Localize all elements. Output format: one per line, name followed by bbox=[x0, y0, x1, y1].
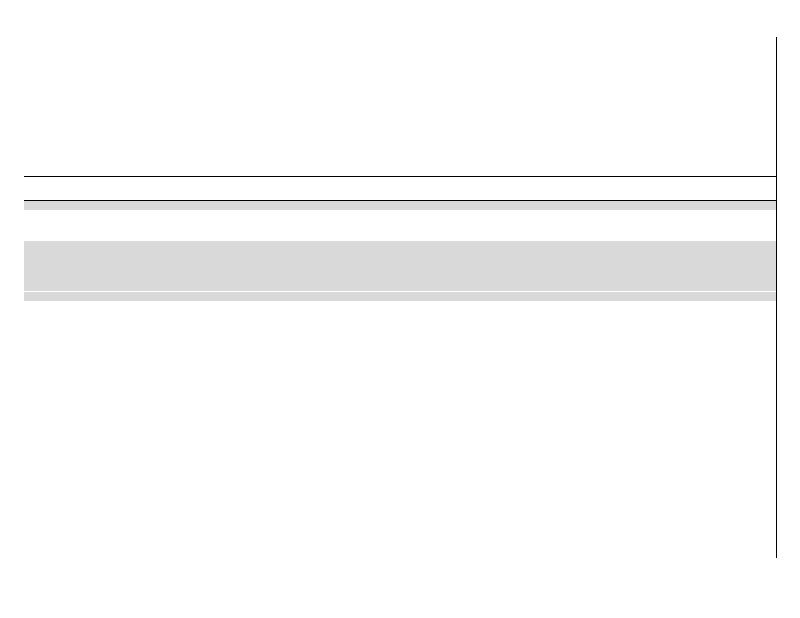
competency-box bbox=[24, 241, 776, 291]
standards-heading-bar bbox=[24, 201, 776, 210]
page-right-border bbox=[776, 37, 777, 558]
document-content bbox=[24, 37, 776, 558]
divider bbox=[24, 176, 776, 177]
aligned-heading-bar bbox=[24, 292, 776, 301]
